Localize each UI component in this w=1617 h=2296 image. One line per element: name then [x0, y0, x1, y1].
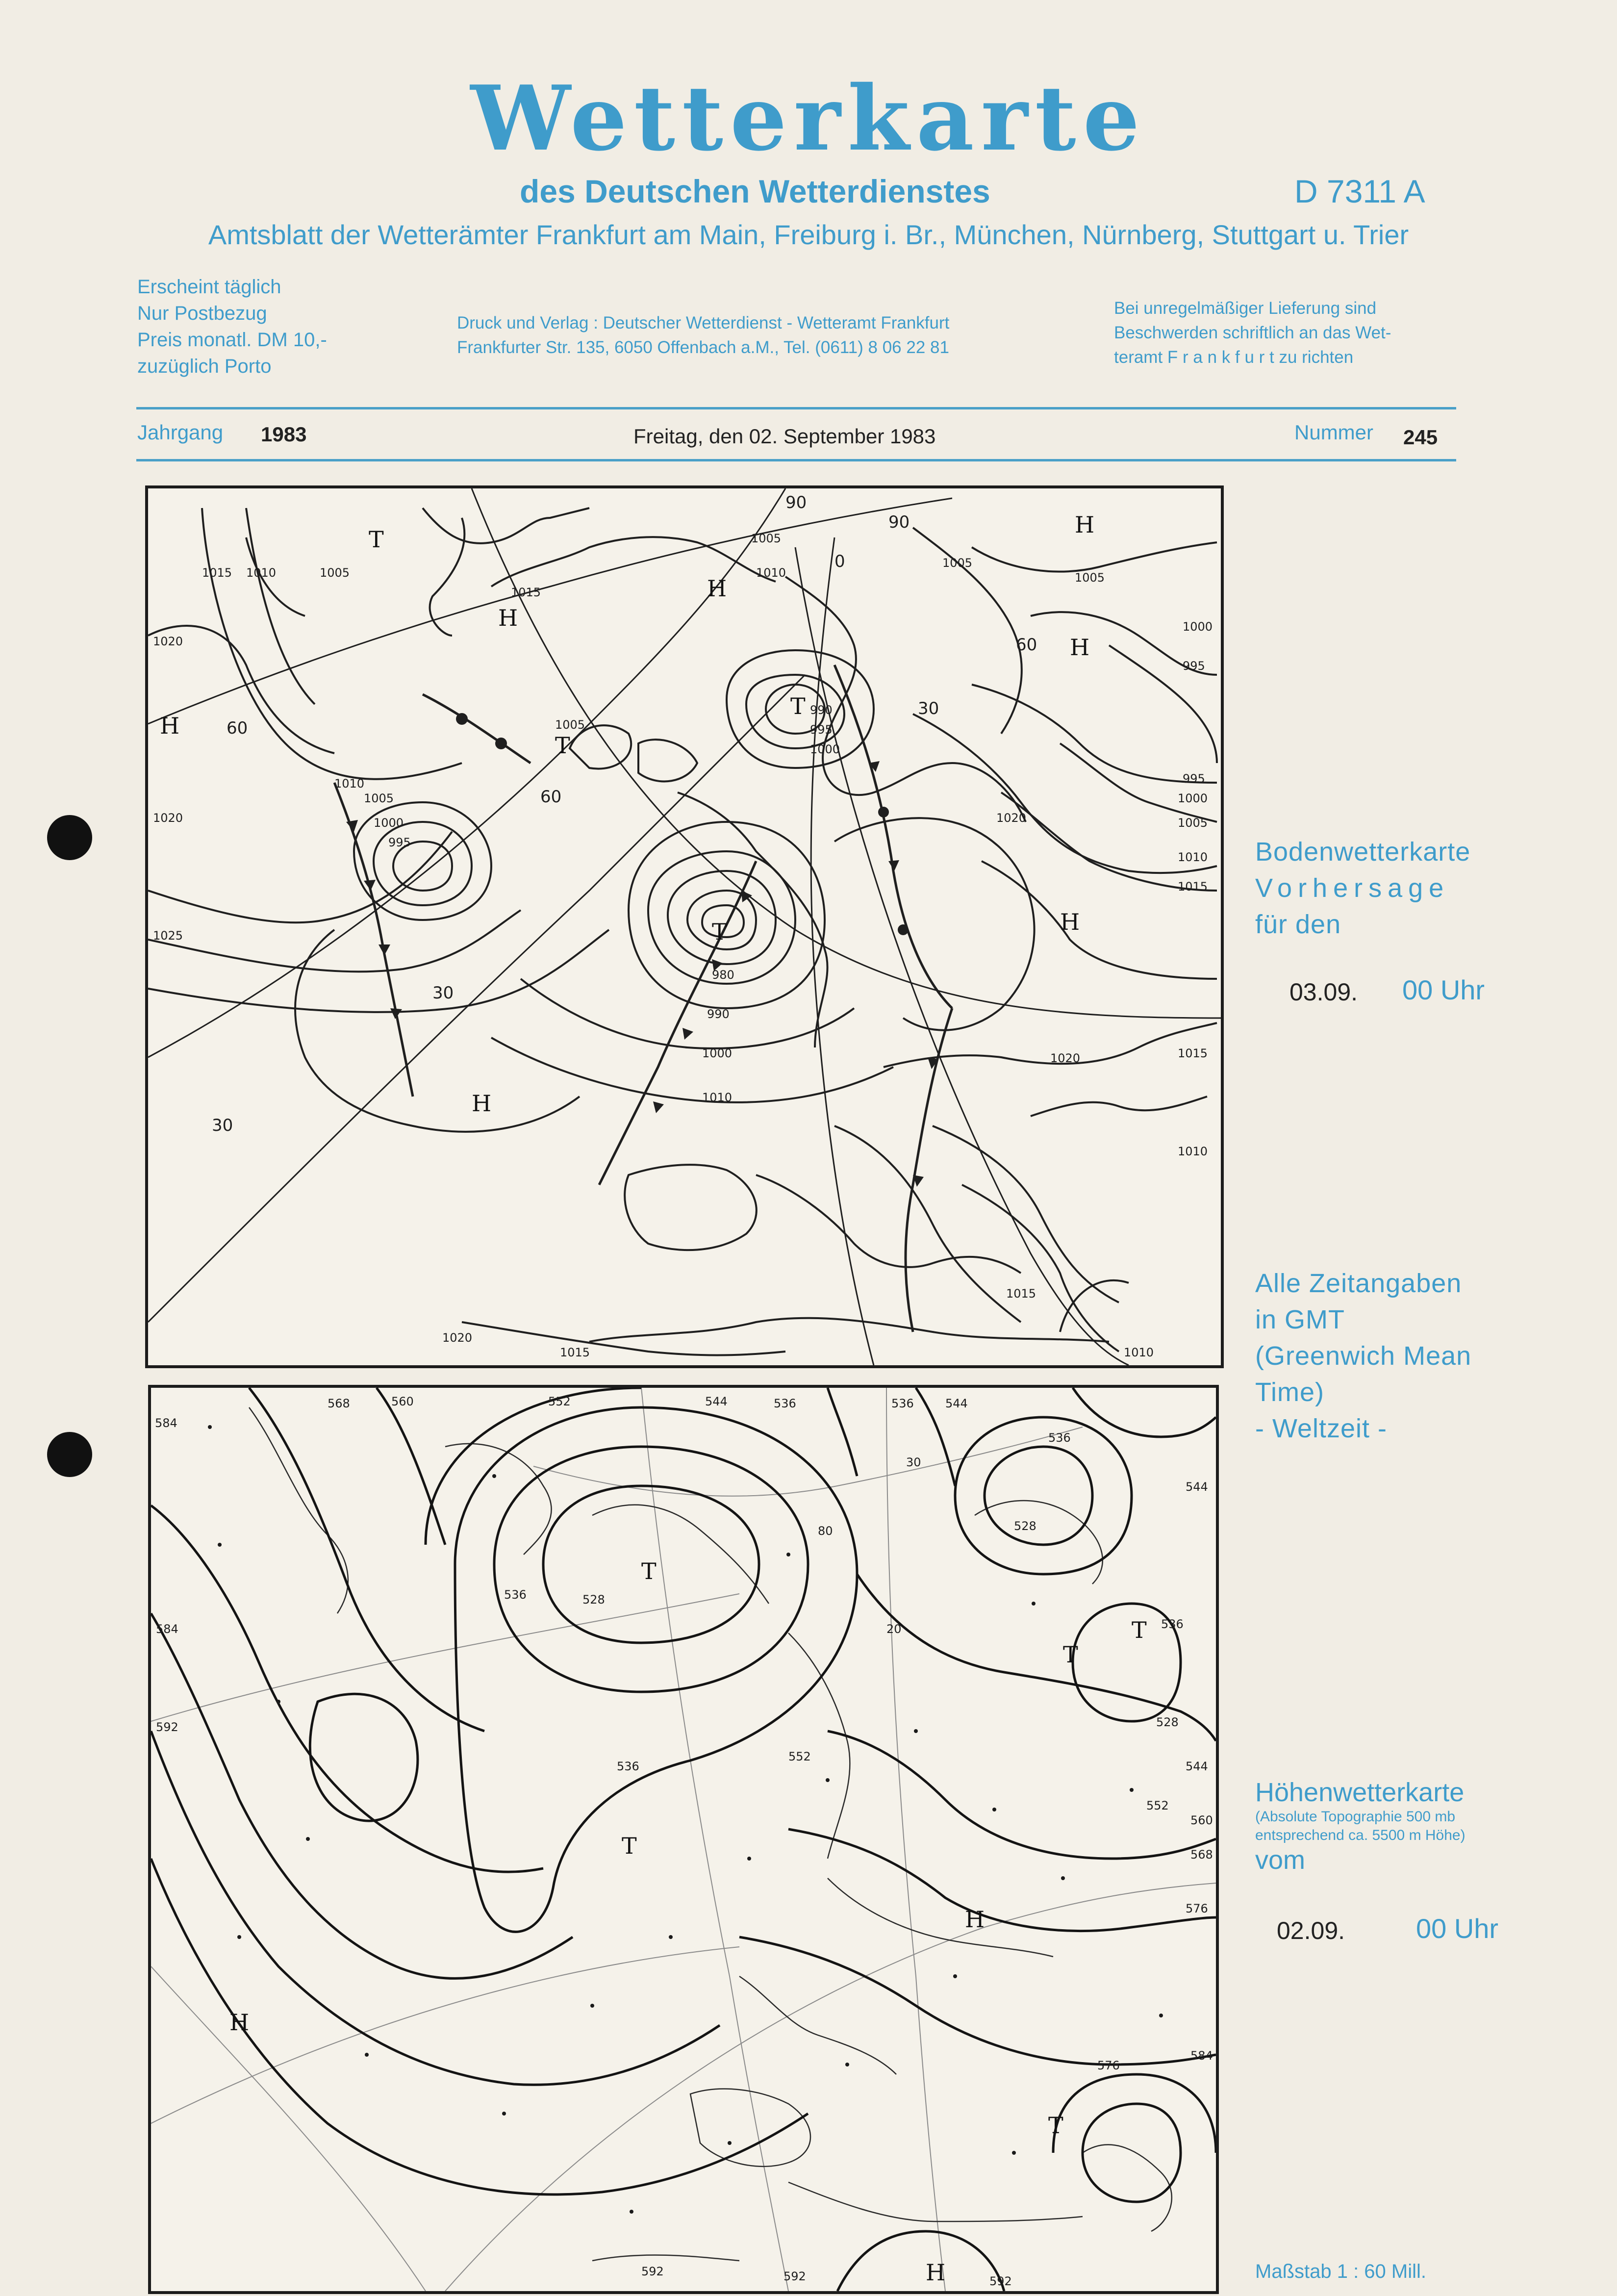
- isobar-label: 1025: [153, 929, 183, 943]
- amtsblatt-line: Amtsblatt der Wetterämter Frankfurt am Main, Freiburg i. Br., München, Nürnberg, Stuttgart u. Trier: [208, 219, 1409, 250]
- coastline: [678, 792, 828, 1047]
- low-pressure-label: T: [1048, 2112, 1063, 2139]
- isobar: [933, 1126, 1119, 1302]
- station-dot: [502, 2112, 506, 2116]
- coastline: [423, 508, 589, 543]
- front-triangle: [379, 944, 390, 955]
- contour-label: 536: [774, 1397, 796, 1410]
- station-dot: [1012, 2151, 1016, 2155]
- station-dot: [953, 1974, 957, 1978]
- info-left-line: Erscheint täglich: [137, 276, 281, 298]
- publisher-info: [457, 311, 949, 360]
- latitude-label: 20: [886, 1622, 902, 1636]
- station-dot: [669, 1935, 673, 1939]
- isobar-label: 1005: [1178, 816, 1208, 830]
- isobar: [668, 871, 776, 964]
- time-note-line: in GMT: [1255, 1305, 1345, 1334]
- isobar-label: 1000: [702, 1046, 733, 1060]
- isobar-label: 980: [712, 968, 734, 982]
- station-dot: [845, 2063, 849, 2066]
- isobar-label: 1010: [246, 566, 277, 580]
- latitude-label: 60: [227, 718, 248, 738]
- station-dot: [590, 2004, 594, 2008]
- isobar: [1001, 792, 1217, 891]
- high-pressure-label: H: [965, 1906, 985, 1933]
- contour-line: [955, 1417, 1132, 1574]
- high-pressure-label: H: [229, 2009, 250, 2036]
- subscription-info: [137, 274, 327, 380]
- surface-weather-map: [145, 485, 1224, 1368]
- coastline: [625, 1165, 757, 1250]
- high-pressure-label: H: [1075, 511, 1095, 538]
- station-dot: [1032, 1602, 1036, 1606]
- contour-line: [828, 1731, 1216, 1859]
- isobar: [972, 542, 1217, 572]
- latitude-label: 80: [818, 1524, 833, 1538]
- high-pressure-label: H: [926, 2259, 946, 2286]
- isobar: [834, 1126, 1021, 1322]
- coastline: [430, 518, 465, 636]
- coastline: [756, 1175, 1021, 1273]
- isobar-label: 995: [388, 836, 411, 849]
- surface-map-title: Bodenwetterkarte: [1255, 837, 1471, 867]
- station-dot: [208, 1425, 212, 1429]
- contour-line: [377, 1388, 445, 1545]
- map-scale: Maßstab 1 : 60 Mill.: [1255, 2261, 1427, 2282]
- high-pressure-label: H: [472, 1090, 492, 1117]
- upper-map-subtitle: (Absolute Topographie 500 mb: [1255, 1809, 1456, 1825]
- isobar-label: 1015: [1006, 1287, 1036, 1301]
- contour-label: 528: [582, 1593, 605, 1607]
- station-dot: [826, 1778, 830, 1782]
- info-left-line: zuzüglich Porto: [137, 356, 272, 377]
- info-left-line: Preis monatl. DM 10,-: [137, 329, 327, 351]
- front-semicircle: [456, 713, 468, 725]
- surface-map-subtitle2: für den: [1255, 910, 1341, 939]
- isobar-label: 1010: [1178, 1145, 1208, 1158]
- isobar: [246, 508, 315, 704]
- high-pressure-label: H: [707, 575, 727, 602]
- contour-label: 528: [1014, 1519, 1036, 1533]
- time-note-line: Time): [1255, 1378, 1324, 1407]
- isobar-label: 1015: [202, 566, 232, 580]
- station-dot: [728, 2141, 732, 2145]
- longitude-label: 90: [888, 512, 910, 532]
- upper-map-date: 02.09.: [1277, 1917, 1345, 1944]
- contour-label: 536: [1048, 1431, 1071, 1445]
- contour-line: [151, 1613, 573, 1978]
- high-pressure-label: H: [1060, 909, 1080, 935]
- low-pressure-label: T: [641, 1558, 657, 1584]
- isobar: [202, 508, 462, 779]
- station-dot: [786, 1553, 790, 1556]
- surface-map-drawing: [148, 488, 1221, 1365]
- low-pressure-label: T: [622, 1833, 637, 1859]
- coastline: [690, 2089, 810, 2167]
- isobar-label: 995: [1183, 772, 1205, 786]
- isobar-label: 1005: [320, 566, 350, 580]
- coastline: [491, 537, 776, 587]
- low-pressure-label: T: [555, 732, 570, 759]
- isobar-label: 990: [707, 1007, 730, 1021]
- graticule-line: [151, 1966, 426, 2291]
- station-dot: [237, 1935, 241, 1939]
- longitude-label: 0: [834, 552, 845, 571]
- isobar-label: 1015: [560, 1346, 590, 1359]
- surface-map-date: 03.09.: [1289, 978, 1358, 1006]
- coastline: [249, 1407, 348, 1613]
- station-dot: [914, 1729, 918, 1733]
- isobar: [374, 822, 472, 905]
- time-note-line: (Greenwich Mean: [1255, 1341, 1472, 1371]
- front-triangle: [888, 860, 899, 871]
- contour-line: [985, 1447, 1092, 1545]
- punch-hole-top: [47, 815, 92, 860]
- upper-air-map: [148, 1385, 1219, 2294]
- graticule-line: [886, 1388, 945, 2291]
- contour-label: 592: [989, 2274, 1012, 2288]
- contour-label: 592: [783, 2270, 806, 2283]
- coastline: [739, 1976, 896, 2074]
- isobar-label: 1000: [1178, 791, 1208, 805]
- contour-label: 544: [705, 1395, 728, 1408]
- latitude-label: 60: [540, 787, 562, 807]
- contour-label: 536: [891, 1397, 914, 1410]
- info-center-line: Druck und Verlag : Deutscher Wetterdienst - Wetteramt Frankfurt: [457, 313, 950, 332]
- latitude-label: 30: [432, 983, 454, 1003]
- isobar-label: 1010: [702, 1091, 733, 1104]
- longitude-label: 90: [785, 493, 807, 512]
- isobar-label: 990: [810, 703, 833, 717]
- info-left-line: Nur Postbezug: [137, 303, 267, 324]
- warm-front: [423, 694, 531, 763]
- contour-label: 536: [1161, 1617, 1184, 1631]
- contour-line: [310, 1694, 418, 1821]
- front-semicircle: [898, 924, 909, 935]
- contour-label: 552: [1146, 1799, 1169, 1812]
- front-triangle: [653, 1101, 664, 1113]
- station-dot: [1159, 2014, 1163, 2017]
- upper-map-title: Höhenwetterkarte: [1255, 1778, 1465, 1807]
- contour-line: [739, 1937, 1216, 2065]
- contour-label: 528: [1156, 1715, 1179, 1729]
- contour-label: 544: [1186, 1760, 1208, 1773]
- contour-line: [249, 1388, 484, 1731]
- isobar-label: 1020: [442, 1331, 473, 1345]
- isobar-label: 995: [1183, 659, 1205, 673]
- coastline: [975, 1501, 1103, 1584]
- issue-date: Freitag, den 02. September 1983: [633, 425, 936, 448]
- isobar-label: 1000: [1183, 620, 1213, 634]
- contour-label: 592: [156, 1720, 178, 1734]
- contour-label: 576: [1097, 2059, 1120, 2072]
- contour-line: [1053, 2074, 1216, 2153]
- front-semicircle: [495, 738, 507, 749]
- front-triangle: [682, 1028, 693, 1040]
- time-note: [1255, 1265, 1471, 1447]
- page-title: Wetterkarte: [470, 66, 1147, 171]
- coastline: [1083, 2144, 1172, 2231]
- graticule-line: [148, 675, 805, 1322]
- low-pressure-label: T: [790, 693, 806, 719]
- latitude-label: 30: [906, 1455, 921, 1469]
- station-dot: [747, 1857, 751, 1861]
- isobar-label: 1005: [751, 532, 782, 545]
- isobar-label: 1010: [334, 777, 365, 791]
- upper-map-subtitle2: entsprechend ca. 5500 m Höhe): [1255, 1827, 1465, 1843]
- contour-label: 536: [617, 1760, 639, 1773]
- contour-label: 584: [156, 1622, 178, 1636]
- station-dot: [630, 2210, 633, 2214]
- graticule-line: [641, 1388, 788, 2291]
- low-pressure-label: T: [1132, 1617, 1147, 1643]
- contour-label: 584: [155, 1416, 177, 1430]
- header-rule-bottom: [136, 459, 1456, 461]
- nummer-label: Nummer: [1294, 421, 1374, 444]
- contour-label: 544: [945, 1397, 968, 1410]
- isobar-label: 1010: [756, 566, 786, 580]
- latitude-label: 30: [918, 699, 939, 718]
- low-pressure-label: T: [369, 526, 384, 553]
- contour-label: 536: [504, 1588, 527, 1602]
- front-triangle: [390, 1008, 402, 1019]
- station-dot: [492, 1474, 496, 1478]
- jahrgang-label: Jahrgang: [137, 421, 224, 444]
- graticule-line: [151, 1594, 739, 1721]
- latitude-label: 60: [1016, 635, 1037, 655]
- front-semicircle: [878, 807, 889, 817]
- contour-line: [837, 2231, 1004, 2291]
- contour-label: 592: [641, 2265, 664, 2278]
- upper-map-time: 00 Uhr: [1416, 1913, 1499, 1944]
- surface-map-caption: [1255, 834, 1470, 943]
- coastline: [638, 740, 697, 781]
- isobar-label: 1020: [153, 811, 183, 825]
- surface-map-subtitle: Vorhersage: [1255, 873, 1450, 903]
- isobar-label: 1020: [1050, 1051, 1081, 1065]
- punch-hole-bottom: [47, 1432, 92, 1477]
- isobar-label: 1005: [555, 718, 585, 732]
- contour-line: [788, 1829, 1216, 1931]
- graticule-line: [472, 488, 1221, 1018]
- station-dot: [306, 1837, 310, 1841]
- info-right-line: teramt F r a n k f u r t zu richten: [1114, 348, 1354, 367]
- low-pressure-label: T: [712, 918, 727, 945]
- info-center-line: Frankfurter Str. 135, 6050 Offenbach a.M., Tel. (0611) 8 06 22 81: [457, 338, 949, 357]
- isobar-label: 1010: [1178, 850, 1208, 864]
- contour-label: 576: [1186, 1902, 1208, 1915]
- contour-label: 560: [1190, 1813, 1213, 1827]
- complaint-info: [1114, 296, 1391, 370]
- contour-label: 544: [1186, 1480, 1208, 1494]
- contour-label: 568: [328, 1397, 350, 1410]
- station-dot: [992, 1808, 996, 1811]
- doc-code: D 7311 A: [1294, 173, 1425, 209]
- high-pressure-label: H: [1070, 634, 1090, 661]
- station-dot: [365, 2053, 369, 2057]
- contour-label: 552: [548, 1395, 571, 1408]
- contour-line: [828, 1388, 857, 1476]
- station-dot: [218, 1543, 222, 1547]
- contour-label: 560: [391, 1395, 414, 1408]
- isobar: [521, 979, 854, 1048]
- info-right-line: Bei unregelmäßiger Lieferung sind: [1114, 299, 1377, 318]
- contour-line: [1083, 2104, 1181, 2202]
- isobar-label: 1000: [374, 816, 404, 830]
- coastline: [788, 1633, 850, 1859]
- upper-map-subtitle3: vom: [1255, 1845, 1306, 1875]
- coastline: [592, 2255, 739, 2261]
- contour-label: 552: [788, 1750, 811, 1763]
- station-dot: [1061, 1876, 1065, 1880]
- coastline: [589, 1318, 1109, 1342]
- isobar-label: 1015: [1178, 1046, 1208, 1060]
- isobar: [982, 861, 1217, 979]
- info-right-line: Beschwerden schriftlich an das Wet-: [1114, 323, 1391, 342]
- isobar-label: 1015: [511, 586, 541, 599]
- contour-label: 568: [1190, 1848, 1213, 1862]
- cold-front: [599, 861, 756, 1185]
- station-dot: [277, 1700, 280, 1704]
- isobar: [913, 714, 1217, 873]
- isobar-label: 1005: [942, 556, 973, 570]
- jahrgang-value: 1983: [261, 423, 307, 446]
- surface-map-time: 00 Uhr: [1402, 974, 1485, 1005]
- isobar-label: 1015: [1178, 880, 1208, 893]
- isobar-label: 1000: [810, 742, 840, 756]
- isobar-label: 1010: [1124, 1346, 1154, 1359]
- isobar-label: 995: [810, 723, 833, 737]
- time-note-line: - Weltzeit -: [1255, 1414, 1388, 1443]
- upper-map-drawing: [151, 1388, 1216, 2291]
- isobar: [570, 725, 631, 768]
- high-pressure-label: H: [160, 713, 180, 739]
- isobar-label: 1020: [153, 635, 183, 648]
- isobar: [962, 1185, 1119, 1352]
- upper-map-caption: [1255, 1777, 1465, 1875]
- contour-line: [151, 1859, 808, 2194]
- isobar-label: 1005: [364, 791, 394, 805]
- subtitle: des Deutschen Wetterdienstes: [520, 173, 990, 209]
- coastline: [1031, 1097, 1207, 1116]
- high-pressure-label: H: [498, 605, 518, 631]
- latitude-label: 30: [212, 1116, 233, 1135]
- station-dot: [1130, 1788, 1134, 1792]
- isobar-label: 1020: [996, 811, 1027, 825]
- low-pressure-label: T: [1063, 1641, 1078, 1668]
- isobar: [834, 818, 1035, 1030]
- cold-front: [334, 783, 413, 1097]
- nummer-value: 245: [1403, 426, 1438, 449]
- isobar-label: 1005: [1075, 571, 1105, 585]
- header-rule-top: [136, 407, 1456, 409]
- time-note-line: Alle Zeitangaben: [1255, 1269, 1462, 1298]
- contour-label: 584: [1190, 2049, 1213, 2063]
